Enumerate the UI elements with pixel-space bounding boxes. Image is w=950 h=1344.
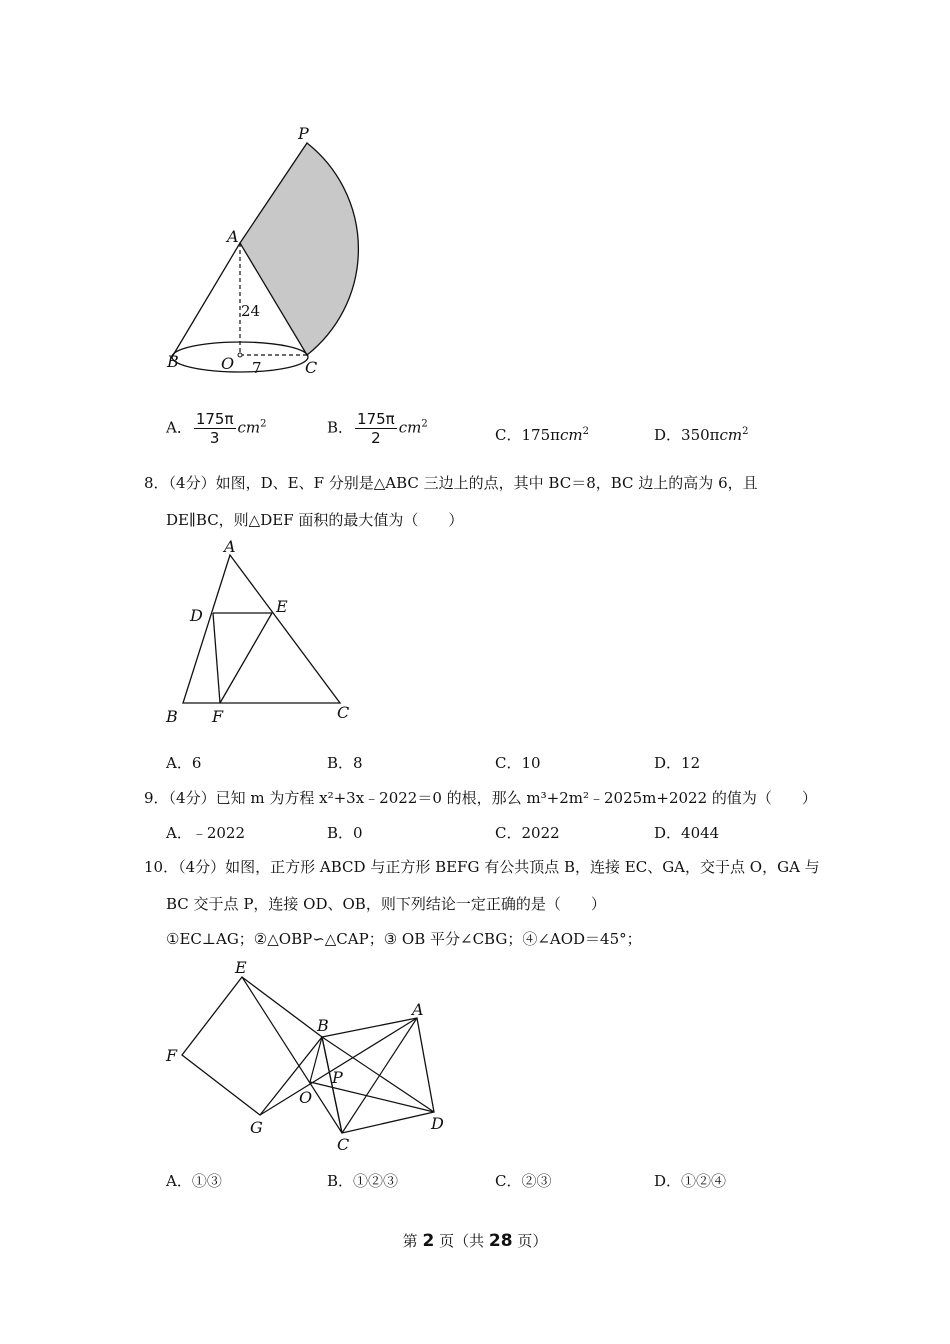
q8-stem-line2: DE∥BC，则△DEF 面积的最大值为（ ）: [166, 511, 464, 529]
center-point-o: [238, 353, 242, 357]
q10-stem-line1: 10．（4分）如图，正方形 ABCD 与正方形 BEFG 有公共顶点 B，连接 EC、GA，交于点 O，GA 与: [144, 858, 820, 876]
q9-option-b[interactable]: B．0: [327, 824, 363, 842]
label-c: C: [337, 1135, 350, 1154]
q10-option-d[interactable]: D．①②④: [654, 1172, 727, 1190]
triangle-def-figure: [160, 535, 360, 725]
segment-ec: [242, 977, 342, 1133]
label-a: A: [224, 537, 236, 556]
label-a: A: [227, 227, 239, 246]
label-e: E: [276, 597, 288, 616]
q10-statements: ①EC⊥AG；②△OBP∽△CAP；③ OB 平分∠CBG；④∠AOD＝45°；: [166, 930, 642, 948]
q7-option-b-fraction: $\frac{175\pi}{2}$: [357, 410, 395, 447]
q7-option-d[interactable]: D．350πcm$^2$: [654, 426, 749, 444]
q10-option-a[interactable]: A．①③: [166, 1172, 222, 1190]
q8-option-b[interactable]: B．8: [327, 754, 363, 772]
label-e: E: [235, 958, 247, 977]
label-d: D: [190, 606, 203, 625]
label-c: C: [337, 703, 350, 722]
shaded-sector: [240, 143, 358, 355]
label-b: B: [317, 1016, 329, 1035]
label-g: G: [250, 1118, 263, 1137]
label-d: D: [431, 1114, 444, 1133]
label-o: O: [221, 354, 235, 373]
q10-option-b[interactable]: B．①②③: [327, 1172, 399, 1190]
cone-sector-figure: [150, 115, 390, 385]
two-squares-figure: [160, 955, 460, 1160]
label-height: 24: [241, 302, 261, 320]
label-b: B: [166, 707, 178, 725]
label-a: A: [412, 1000, 424, 1019]
q9-option-c[interactable]: C．2022: [495, 824, 560, 842]
triangle-abc: [183, 555, 340, 703]
page-footer: 第 2 页（共 28 页）: [402, 1231, 548, 1251]
label-f: F: [212, 707, 224, 725]
q8-option-a[interactable]: A．6: [166, 754, 202, 772]
label-c: C: [305, 358, 318, 377]
q9-option-a[interactable]: A．﹣2022: [166, 824, 246, 842]
q8-option-d[interactable]: D．12: [654, 754, 701, 772]
page-total: 28: [488, 1231, 513, 1251]
q8-stem-line1: 8．（4分）如图，D、E、F 分别是△ABC 三边上的点，其中 BC＝8，BC 边上的高为 6，且: [144, 474, 758, 492]
q7-option-a-fraction: $\frac{175\pi}{3}$: [195, 410, 234, 447]
label-f: F: [166, 1046, 178, 1065]
label-radius: 7: [252, 359, 262, 377]
segment-df: [213, 613, 220, 703]
q10-stem-line2: BC 交于点 P，连接 OD、OB，则下列结论一定正确的是（ ）: [166, 895, 606, 913]
page-number: 2: [422, 1231, 435, 1251]
label-o: O: [299, 1088, 313, 1107]
q7-option-a[interactable]: A． $\frac{175\pi}{3}$ $cm^2$: [166, 410, 267, 447]
q9-stem: 9．（4分）已知 m 为方程 x²+3x﹣2022＝0 的根，那么 m³+2m²﹣2025m+2022 的值为（ ）: [144, 789, 817, 807]
q7-option-c[interactable]: C．175πcm$^2$: [495, 426, 589, 444]
label-p: P: [298, 124, 309, 143]
q7-option-b[interactable]: B． $\frac{175\pi}{2}$ $cm^2$: [327, 410, 428, 447]
cone-side-ab: [172, 243, 240, 357]
label-p: P: [332, 1068, 343, 1087]
segment-ga: [260, 1018, 417, 1115]
q8-option-c[interactable]: C．10: [495, 754, 541, 772]
q10-option-c[interactable]: C．②③: [495, 1172, 552, 1190]
segment-ef: [220, 613, 272, 703]
q9-option-d[interactable]: D．4044: [654, 824, 720, 842]
label-b: B: [167, 352, 179, 371]
